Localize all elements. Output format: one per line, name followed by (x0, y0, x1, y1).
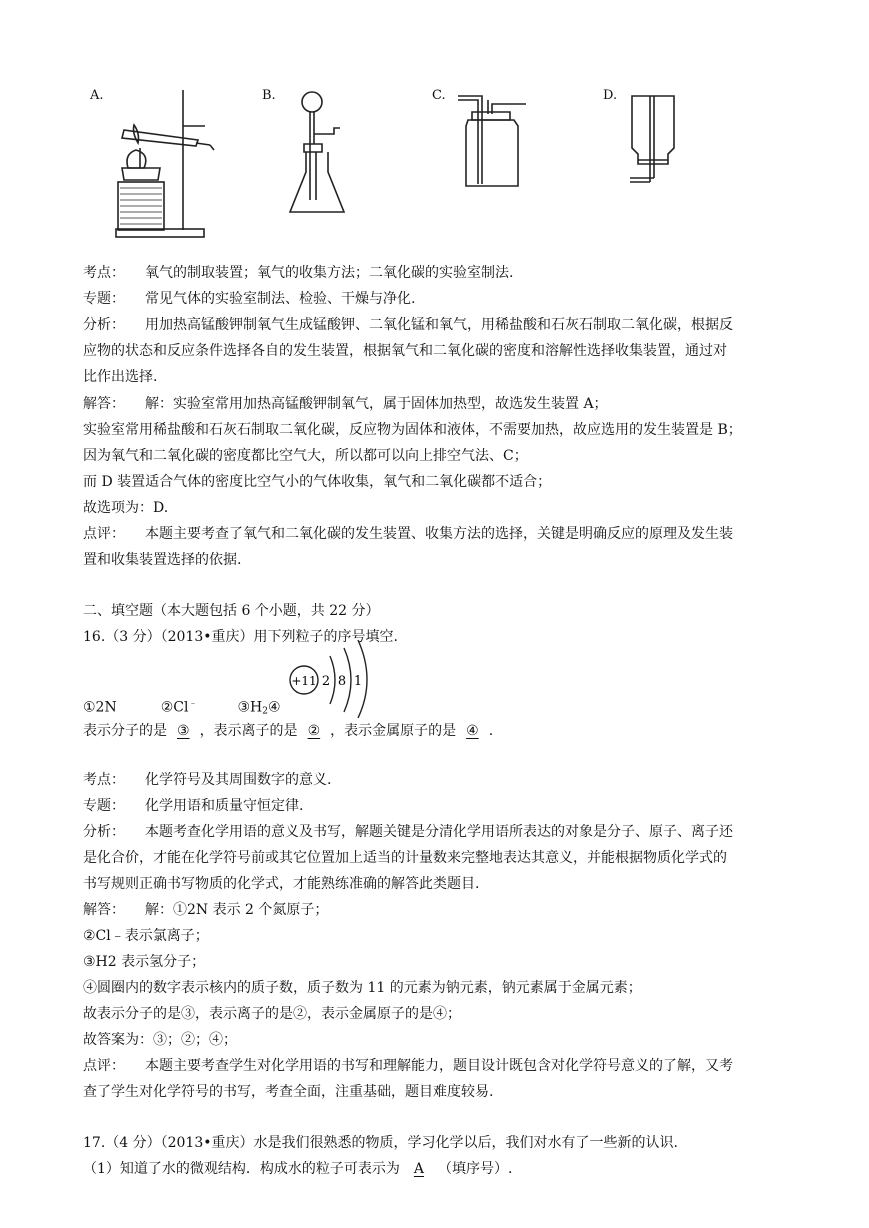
q16-option-2-charge: ﹣ (188, 699, 198, 709)
q15-kaodian-text: 氧气的制取装置；氧气的收集方法；二氧化碳的实验室制法. (145, 265, 514, 281)
q16-fenxi-label: 分析： (83, 824, 125, 840)
q16-answer-1: ③ (177, 723, 190, 739)
figure-label-b: B. (262, 88, 276, 103)
figure-label-c: C. (432, 88, 446, 103)
q16-jieda-text-6: 故答案为：③；②；④； (83, 1032, 237, 1048)
q17-sub1-text: （1）知道了水的微观结构．构成水的粒子可表示为 (83, 1161, 400, 1177)
q16-zhuanti-label: 专题： (83, 798, 125, 814)
sodium-atom-structure-diagram (286, 638, 396, 718)
q15-jieda (83, 394, 608, 414)
section-heading: 二、填空题（本大题包括 6 个小题，共 22 分） (83, 603, 380, 619)
q16-jieda (83, 900, 328, 920)
q16-kaodian-label: 考点： (83, 772, 125, 788)
q15-dianping-text-1: 本题主要考查了氧气和二氧化碳的发生装置、收集方法的选择，关键是明确反应的原理及发生装 (145, 526, 733, 542)
apparatus-c-collecting-bottle (452, 90, 532, 190)
q15-zhuanti (83, 289, 415, 309)
q15-fenxi-text-2: 应物的状态和反应条件选择各自的发生装置，根据氧气和二氧化碳的密度和溶解性选择收集装置，通过对 (83, 343, 727, 359)
q15-jieda-text-2: 实验室常用稀盐酸和石灰石制取二氧化碳，反应物为固体和液体，不需要加热，故应选用的发生装置是 B； (83, 422, 742, 438)
q16-dianping-text-1: 本题主要考查学生对化学用语的书写和理解能力，题目设计既包含对化学符号意义的了解，又考 (145, 1058, 733, 1074)
q16-jieda-text-2: ②Cl﹣表示氯离子； (83, 928, 209, 944)
q16-jieda-text-4: ④圆圈内的数字表示核内的质子数，质子数为 11 的元素为钠元素，钠元素属于金属元素； (83, 980, 642, 996)
q16-dianping (83, 1056, 733, 1076)
q16-fill-line (83, 721, 493, 741)
q15-jieda-text-5: 故选项为：D. (83, 500, 169, 516)
q16-jieda-text-5: 故表示分子的是③，表示离子的是②，表示金属原子的是④； (83, 1006, 461, 1022)
q16-fill-text-1: 表示分子的是 (83, 723, 167, 739)
q15-zhuanti-text: 常见气体的实验室制法、检验、干燥与净化. (145, 291, 416, 307)
q16-option-3: ③H (237, 699, 263, 716)
q16-option-2: ②Cl (160, 699, 189, 716)
q16-zhuanti (83, 796, 303, 816)
q16-jieda-text-1: 解：①2N 表示 2 个氮原子； (145, 902, 329, 918)
q16-fill-text-2: ，表示离子的是 (199, 723, 298, 739)
q15-fenxi-text-1: 用加热高锰酸钾制氧气生成锰酸钾、二氧化锰和氧气，用稀盐酸和石灰石制取二氧化碳，根据反 (145, 317, 733, 333)
q16-fenxi (83, 822, 733, 842)
q16-fill-text-4: . (488, 723, 494, 739)
q16-kaodian (83, 770, 331, 790)
q16-option-3-subscript: 2 (262, 706, 268, 717)
q15-dianping (83, 524, 733, 544)
q15-jieda-label: 解答： (83, 396, 125, 412)
q15-fenxi (83, 315, 733, 335)
q17-sub1 (83, 1159, 512, 1179)
q15-zhuanti-label: 专题： (83, 291, 125, 307)
q15-dianping-text-2: 置和收集装置选择的依据. (83, 552, 242, 568)
q16-option-1: ①2N (83, 699, 117, 716)
q16-option-4: ④ (267, 699, 281, 716)
q16-answer-2: ② (307, 723, 321, 739)
q16-answer-3: ④ (466, 723, 479, 739)
q16-stem: 16.（3 分）（2013•重庆）用下列粒子的序号填空. (83, 629, 398, 645)
q16-kaodian-text: 化学符号及其周围数字的意义. (145, 772, 332, 788)
apparatus-d-inverted-bottle (624, 90, 684, 190)
q16-zhuanti-text: 化学用语和质量守恒定律. (145, 798, 304, 814)
q16-jieda-label: 解答： (83, 902, 125, 918)
q15-dianping-label: 点评： (83, 526, 125, 542)
q15-jieda-text-4: 而 D 装置适合气体的密度比空气小的气体收集，氧气和二氧化碳都不适合； (83, 474, 552, 490)
q15-kaodian (83, 263, 513, 283)
q16-fill-text-3: ，表示金属原子的是 (330, 723, 457, 739)
q17-sub1-post: （填序号）. (438, 1161, 513, 1177)
q16-options (83, 694, 281, 722)
q15-fenxi-label: 分析： (83, 317, 125, 333)
q15-fenxi-text-3: 比作出选择. (83, 369, 158, 385)
q16-dianping-text-2: 查了学生对化学符号的书写，考查全面，注重基础，题目难度较易. (83, 1084, 494, 1100)
q16-fenxi-text-1: 本题考查化学用语的意义及书写，解题关键是分清化学用语所表达的对象是分子、原子、离子还 (145, 824, 733, 840)
figure-label-d: D. (603, 88, 618, 103)
apparatus-a-heating-setup (110, 88, 230, 240)
q16-fenxi-text-3: 书写规则正确书写物质的化学式，才能熟练准确的解答此类题目. (83, 876, 480, 892)
q16-dianping-label: 点评： (83, 1058, 125, 1074)
q17-stem: 17.（4 分）（2013•重庆）水是我们很熟悉的物质，学习化学以后，我们对水有了一些新的认识. (83, 1135, 678, 1151)
atom-nucleus-label: +11 (291, 674, 317, 688)
q16-fenxi-text-2: 是化合价，才能在化学符号前或其它位置加上适当的计量数来完整地表达其意义，并能根据物质化学式的 (83, 850, 727, 866)
apparatus-b-conical-flask (282, 88, 362, 220)
q15-kaodian-label: 考点： (83, 265, 125, 281)
atom-shell-2: 8 (337, 674, 347, 689)
q17-sub1-answer: A (413, 1161, 425, 1177)
q15-jieda-text-3: 因为氧气和二氧化碳的密度都比空气大，所以都可以向上排空气法、C； (83, 448, 528, 464)
atom-shell-3: 1 (353, 674, 363, 689)
figure-label-a: A. (90, 88, 104, 103)
q16-jieda-text-3: ③H2 表示氢分子； (83, 954, 206, 970)
q15-jieda-text-1: 解：实验室常用加热高锰酸钾制氧气，属于固体加热型，故选发生装置 A； (145, 396, 608, 412)
atom-shell-1: 2 (321, 674, 331, 689)
